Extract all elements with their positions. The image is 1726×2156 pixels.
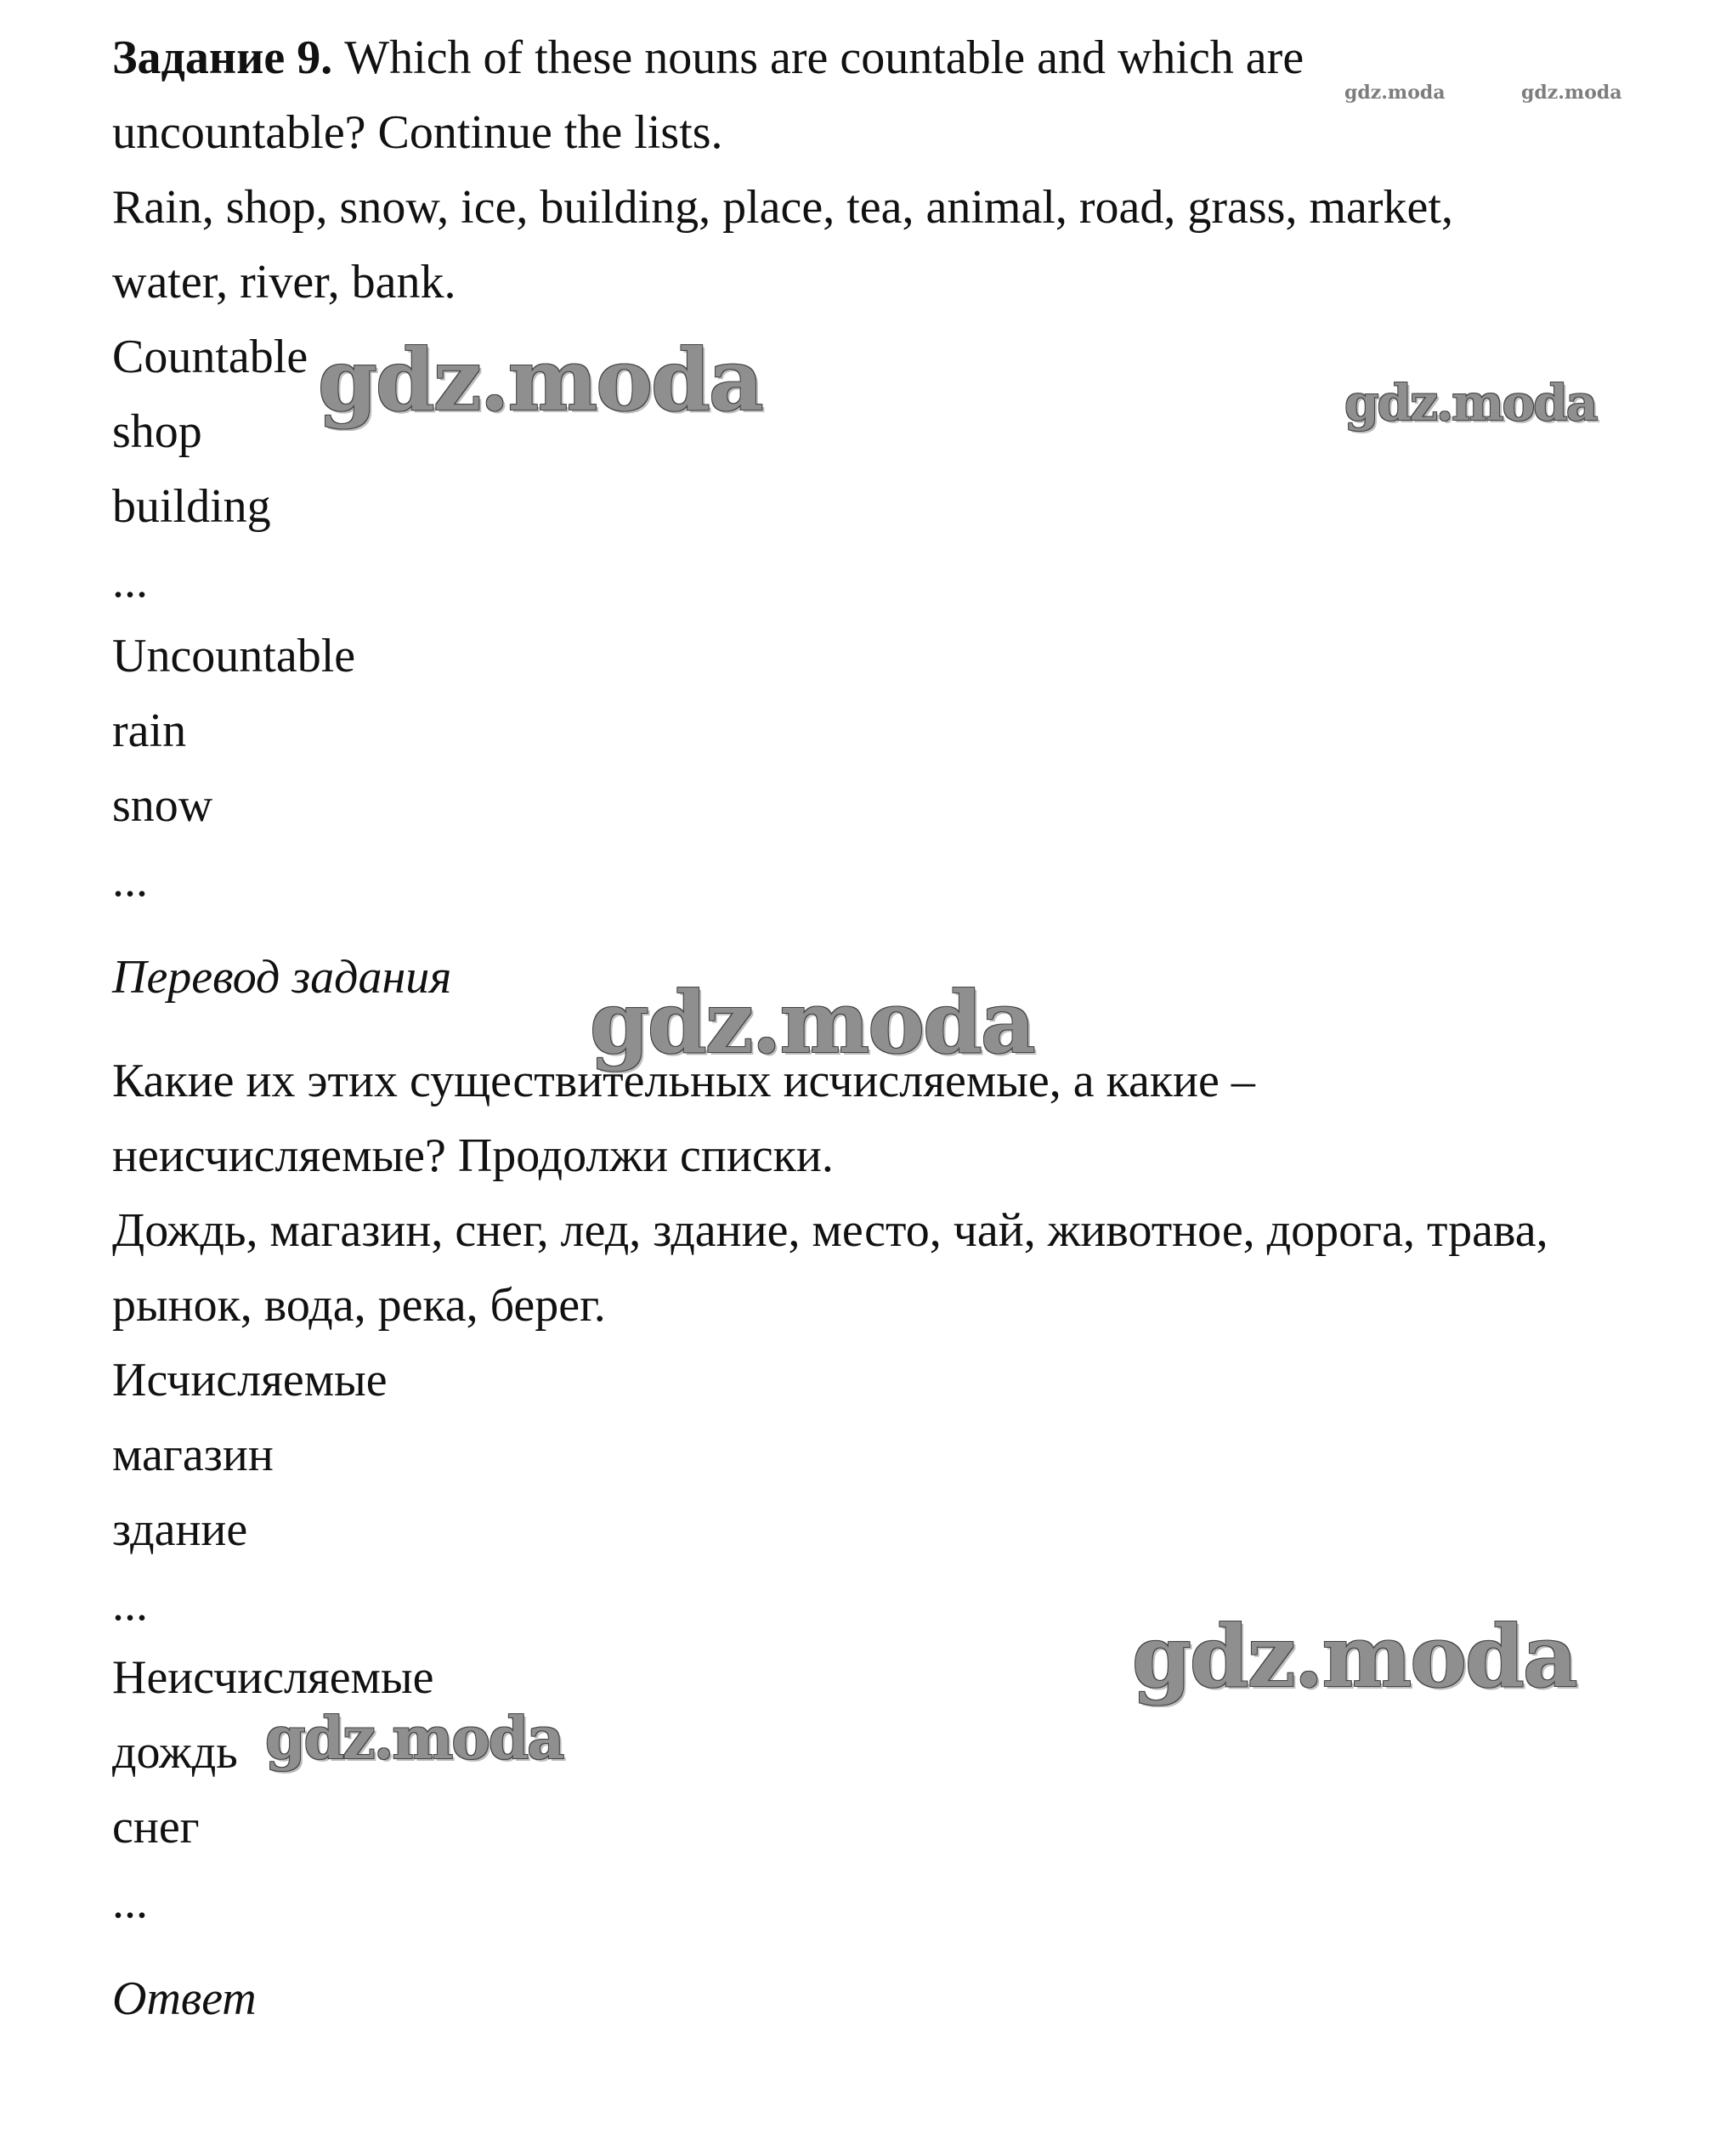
countable-item: building: [112, 480, 271, 533]
translation-uncountable-heading: Неисчисляемые: [112, 1651, 434, 1704]
watermark: gdz.moda: [1132, 1606, 1576, 1706]
translation-uncountable-ellipsis: ...: [112, 1876, 148, 1928]
watermark: gdz.moda: [1521, 82, 1622, 104]
task-instruction-text-1: Which of these nouns are countable and which are: [332, 31, 1304, 84]
task-number: Задание 9.: [112, 31, 333, 84]
translation-line-4: рынок, вода, река, берег.: [112, 1279, 606, 1332]
countable-ellipsis: ...: [112, 555, 148, 608]
translation-line-2: неисчисляемые? Продолжи списки.: [112, 1129, 834, 1182]
uncountable-heading: Uncountable: [112, 630, 356, 682]
task-instruction-line-1: [112, 31, 1304, 85]
translation-uncountable-item: снег: [112, 1801, 200, 1853]
translation-uncountable-item: дождь: [112, 1726, 238, 1779]
watermark: gdz.moda: [1344, 374, 1597, 432]
translation-countable-item: магазин: [112, 1429, 274, 1481]
translation-line-3: Дождь, магазин, снег, лед, здание, место, чай, животное, дорога, трава,: [112, 1204, 1548, 1257]
countable-item: shop: [112, 405, 202, 458]
task-instruction-line-2: uncountable? Continue the lists.: [112, 106, 723, 159]
uncountable-item: rain: [112, 705, 187, 757]
watermark: gdz.moda: [590, 972, 1034, 1072]
word-list-line-2: water, river, bank.: [112, 256, 456, 308]
watermark: gdz.moda: [1344, 82, 1446, 104]
uncountable-ellipsis: ...: [112, 854, 148, 907]
word-list-line-1: Rain, shop, snow, ice, building, place, tea, animal, road, grass, market,: [112, 181, 1453, 234]
uncountable-item: snow: [112, 779, 213, 832]
watermark: gdz.moda: [318, 330, 762, 430]
watermark: gdz.moda: [265, 1705, 563, 1773]
translation-countable-heading: Исчисляемые: [112, 1354, 388, 1406]
translation-line-1: Какие их этих существительных исчисляемые, а какие –: [112, 1055, 1255, 1107]
translation-countable-ellipsis: ...: [112, 1578, 148, 1631]
answer-heading: Ответ: [112, 1972, 257, 2025]
countable-heading: Countable: [112, 331, 308, 383]
translation-countable-item: здание: [112, 1503, 248, 1556]
translation-heading: Перевод задания: [112, 951, 452, 1004]
